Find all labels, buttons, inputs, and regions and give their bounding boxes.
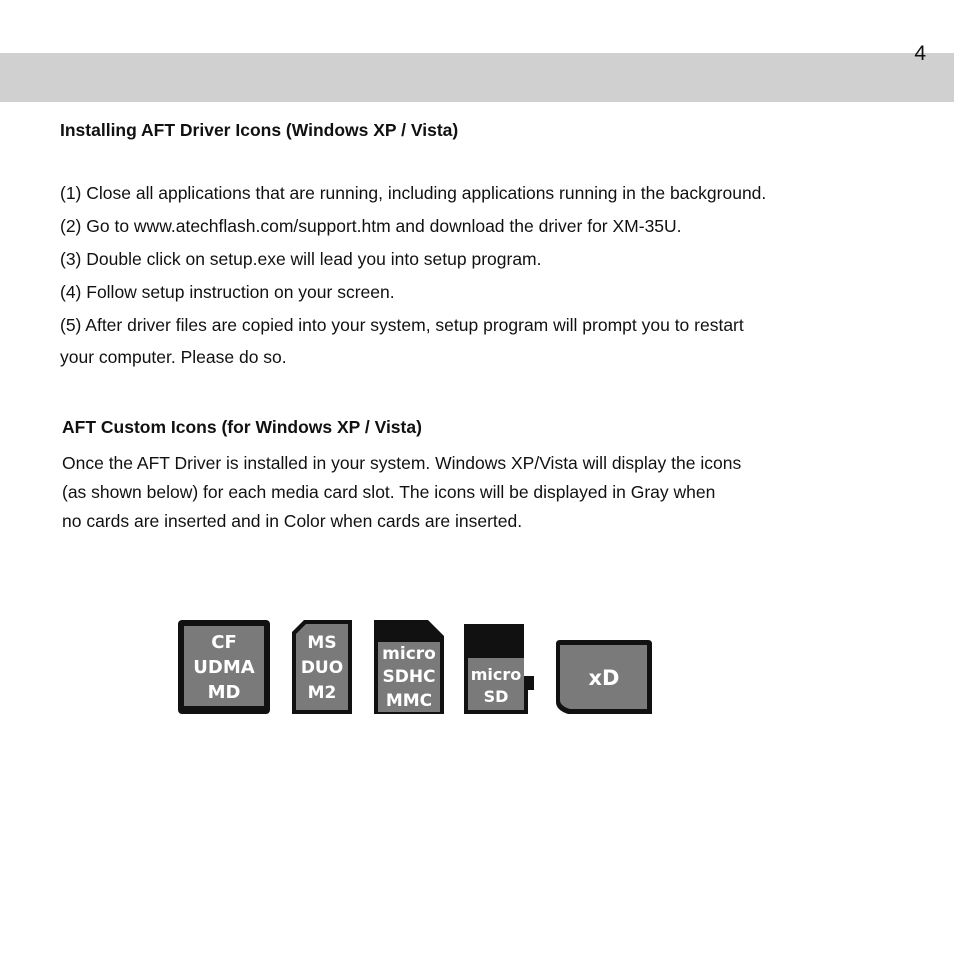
ms-label-line-1: MS xyxy=(307,633,337,653)
micro-sdhc-label-line-1: micro xyxy=(382,644,436,664)
icons-paragraph-line-2: (as shown below) for each media card slot. The icons will be displayed in Gray when xyxy=(62,482,716,502)
micro-sdhc-label-line-2: SDHC xyxy=(382,667,436,687)
page-number: 4 xyxy=(914,42,926,65)
install-step-4: (4) Follow setup instruction on your screen. xyxy=(60,282,395,302)
icons-section-title: AFT Custom Icons (for Windows XP / Vista) xyxy=(62,417,422,437)
xd-card-icon xyxy=(556,640,652,714)
micro-sd-card-icon xyxy=(464,624,534,714)
cf-label-line-2: UDMA xyxy=(193,657,255,678)
micro-sd-label-line-2: SD xyxy=(483,687,509,706)
icons-paragraph-line-1: Once the AFT Driver is installed in your system. Windows XP/Vista will display the icons xyxy=(62,453,742,473)
micro-sdhc-label-line-3: MMC xyxy=(385,691,433,711)
cf-card-icon xyxy=(178,620,270,714)
ms-label-line-3: M2 xyxy=(307,683,337,703)
install-step-1: (1) Close all applications that are running, including applications running in the background. xyxy=(60,183,767,203)
header-band xyxy=(0,53,954,102)
install-step-3: (3) Double click on setup.exe will lead you into setup program. xyxy=(60,249,542,269)
install-step-5-continued: your computer. Please do so. xyxy=(60,347,287,367)
card-icons-row xyxy=(176,618,656,718)
cf-label-line-1: CF xyxy=(211,632,237,653)
cf-label-line-3: MD xyxy=(207,682,241,703)
install-step-5: (5) After driver files are copied into your system, setup program will prompt you to restart xyxy=(60,315,744,335)
icons-paragraph-line-3: no cards are inserted and in Color when cards are inserted. xyxy=(62,511,523,531)
micro-sd-label-line-1: micro xyxy=(470,665,522,684)
ms-card-icon xyxy=(292,620,352,714)
install-section-title: Installing AFT Driver Icons (Windows XP / Vista) xyxy=(60,120,459,140)
ms-label-line-2: DUO xyxy=(300,658,344,678)
install-step-2: (2) Go to www.atechflash.com/support.htm and download the driver for XM-35U. xyxy=(60,216,682,236)
xd-label: xD xyxy=(588,666,620,690)
micro-sdhc-mmc-card-icon xyxy=(374,620,444,714)
